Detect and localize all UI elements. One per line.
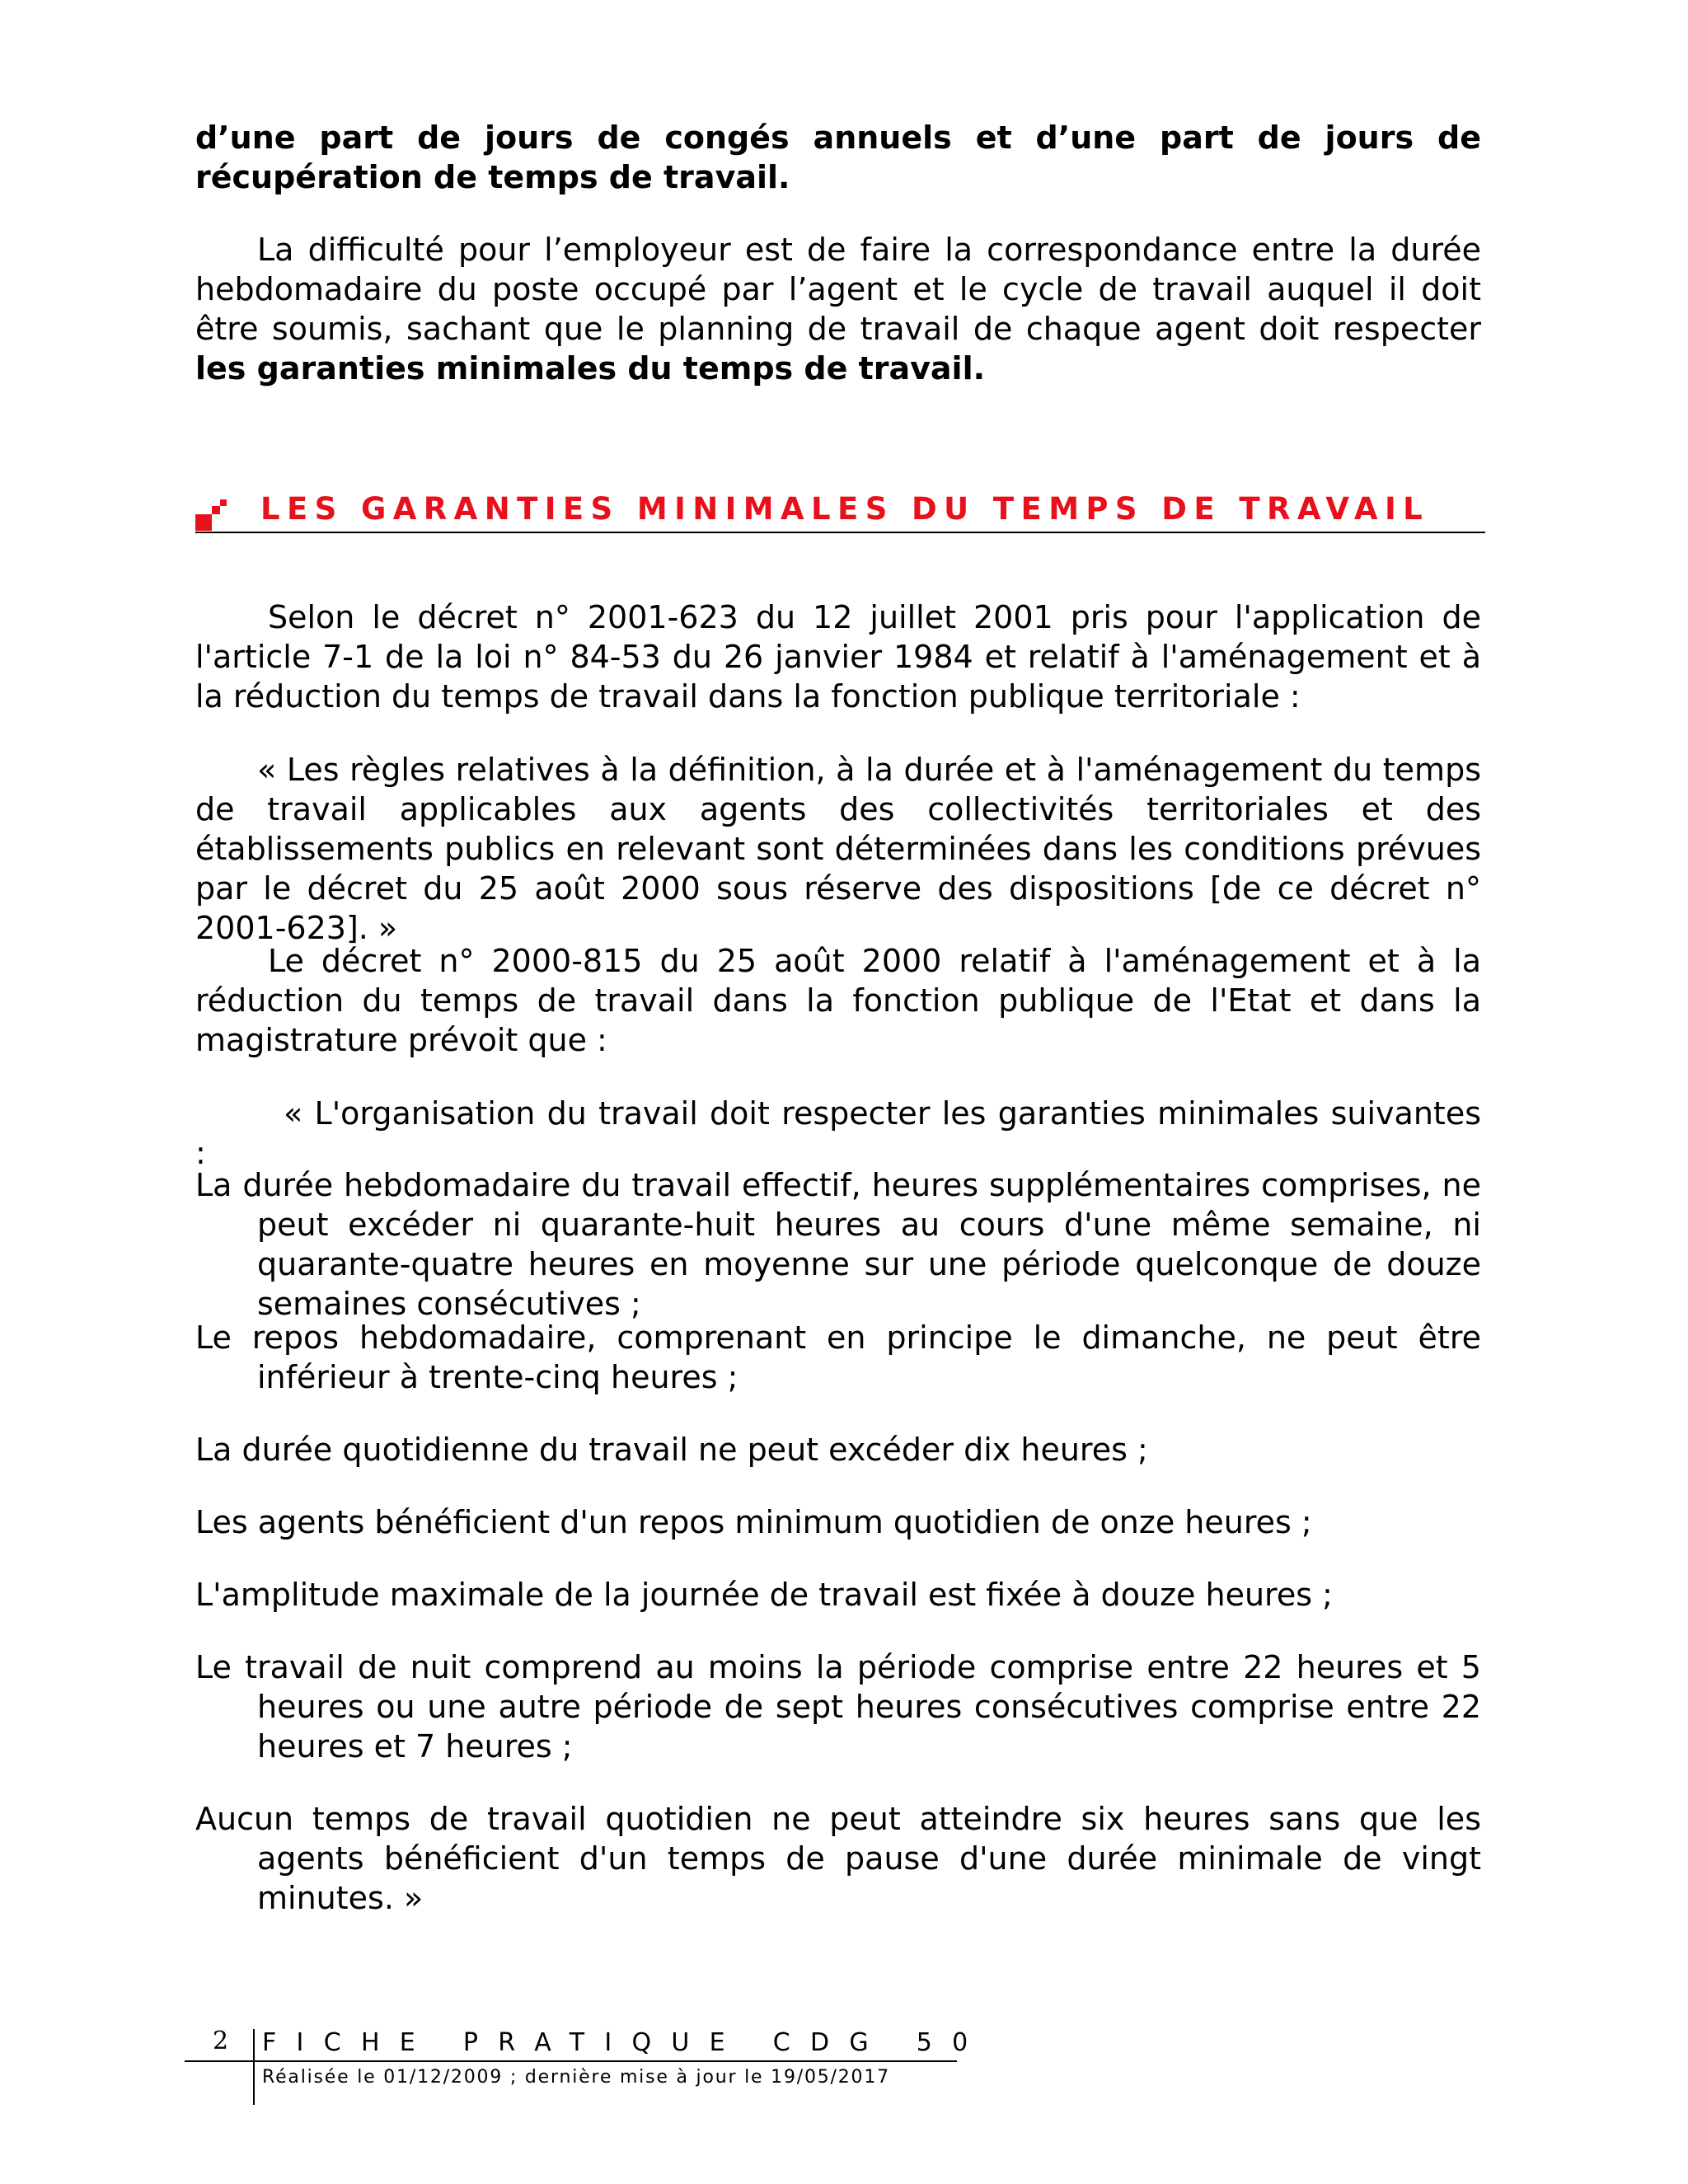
list-item-amplitude-maximale: L'amplitude maximale de la journée de travail est fixée à douze heures ;	[195, 1577, 1333, 1613]
footer-vertical-rule	[253, 2029, 255, 2105]
paragraph-decret-2000: Le décret n° 2000-815 du 25 août 2000 relatif à l'aménagement et à la réduction du temps de travail dans la fonction publique de l'Etat et dans la magistrature prévoit que :	[195, 943, 1481, 1058]
section-bullet-icon	[195, 499, 232, 531]
intro-paragraph-text: La difficulté pour l’employeur est de faire la correspondance entre la durée hebdomadaire du poste occupé par l’agent et le cycle de travail auquel il doit être soumis, sachant que le planning de travail de chaque agent doit respecter	[195, 232, 1481, 347]
intro-paragraph	[195, 230, 1481, 388]
list-item-temps-de-pause: Aucun temps de travail quotidien ne peut atteindre six heures sans que les agents bénéficient d'un temps de pause d'une durée minimale de vingt minutes. »	[195, 1801, 1481, 1916]
paragraph-decret-2001: Selon le décret n° 2001-623 du 12 juillet 2001 pris pour l'application de l'article 7-1 de la loi n° 84-53 du 26 janvier 1984 et relatif à l'aménagement et à la réduction du temps de travail dans la fonction publique territoriale :	[195, 599, 1481, 715]
list-item-duree-quotidienne: La durée quotidienne du travail ne peut excéder dix heures ;	[195, 1432, 1148, 1468]
footer-title: FICHE PRATIQUE CDG 50	[262, 2028, 988, 2057]
footer-horizontal-rule	[185, 2060, 957, 2062]
intro-paragraph-bold: les garanties minimales du temps de travail.	[195, 350, 986, 387]
paragraph-citation-regles: « Les règles relatives à la définition, à la durée et à l'aménagement du temps de travail applicables aux agents des collectivités territoriales et des établissements publics en relevant sont déterminées dans les conditions prévues par le décret du 25 août 2000 sous réserve des dispositions [de ce décret n° 2001-623]. »	[195, 752, 1481, 946]
intro-bold-line: d’une part de jours de congés annuels et d’une part de jours de récupération de temps de travail.	[195, 120, 1481, 195]
footer-date-line: Réalisée le 01/12/2009 ; dernière mise à jour le 19/05/2017	[262, 2067, 890, 2088]
page-number: 2	[213, 2027, 229, 2055]
list-item-repos-hebdomadaire: Le repos hebdomadaire, comprenant en principe le dimanche, ne peut être inférieur à trente-cinq heures ;	[195, 1319, 1481, 1395]
section-title: LES GARANTIES MINIMALES DU TEMPS DE TRAVAIL	[260, 491, 1430, 527]
list-item-repos-quotidien: Les agents bénéficient d'un repos minimum quotidien de onze heures ;	[195, 1504, 1312, 1540]
section-divider	[195, 532, 1485, 533]
paragraph-garanties-intro: « L'organisation du travail doit respecter les garanties minimales suivantes :	[195, 1095, 1481, 1171]
list-item-duree-hebdomadaire: La durée hebdomadaire du travail effectif, heures supplémentaires comprises, ne peut excéder ni quarante-huit heures au cours d'une même semaine, ni quarante-quatre heures en moyenne sur une période quelconque de douze semaines consécutives ;	[195, 1167, 1481, 1322]
list-item-travail-de-nuit: Le travail de nuit comprend au moins la période comprise entre 22 heures et 5 heures ou une autre période de sept heures consécutives comprise entre 22 heures et 7 heures ;	[195, 1649, 1481, 1765]
